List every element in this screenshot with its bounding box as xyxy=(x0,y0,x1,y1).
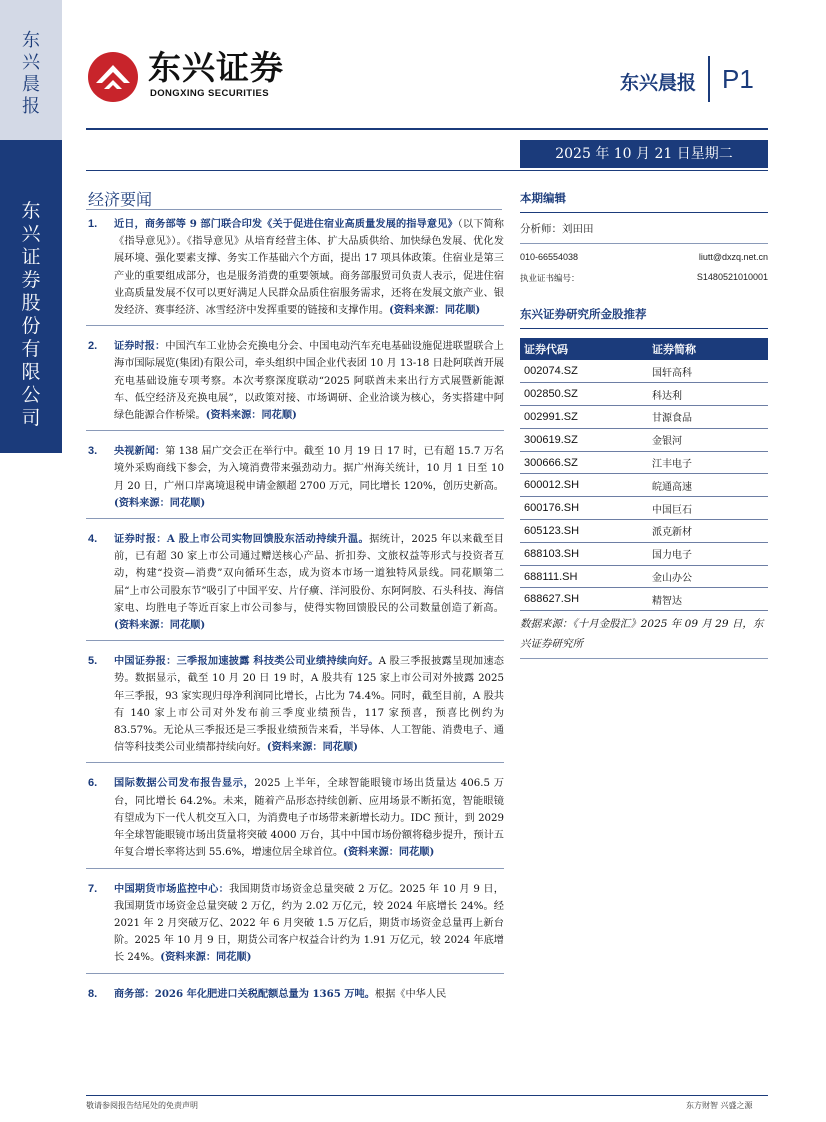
stock-code: 688103.SH xyxy=(520,542,648,565)
news-body: 据统计，2025 年以来截至目前，已有超 30 家上市公司通过赠送核心产品、折扣券、文旅权益等形式与投资者互动，构建“投资—消费”双向循环生态，成为资本市场一道独特风景线。同花顺第二届“上市公司股东节”吸引了中国平安、片仔癀、洋河股份、东阿阿胶、石头科技、海信家电、均胜电子等近百家上市公司参与，使得实物回馈股民的公司数量创造了新高。 xyxy=(114,534,504,614)
analyst-line xyxy=(520,221,768,236)
stock-picks-title: 东兴证券研究所金股推荐 xyxy=(520,307,647,321)
news-headline: 央视新闻： xyxy=(114,445,166,458)
stock-code: 300619.SZ xyxy=(520,428,648,451)
stock-code: 688627.SH xyxy=(520,588,648,611)
news-item xyxy=(86,216,504,326)
stock-name: 国力电子 xyxy=(648,542,768,565)
table-row xyxy=(520,383,768,406)
stock-name: 金山办公 xyxy=(648,565,768,588)
stock-code: 600012.SH xyxy=(520,474,648,497)
news-source: (资料来源：同花顺) xyxy=(389,304,481,317)
stock-picks-rule xyxy=(520,328,768,329)
table-row xyxy=(520,588,768,611)
stock-name: 中国巨石 xyxy=(648,497,768,520)
footer-rule xyxy=(86,1095,768,1096)
news-body: （以下简称《指导意见》）。《指导意见》从培育经营主体、扩大品质供给、加快绿色发展、优化发展环境、强化要素支撑、务实工作基础六个方面，提出 17 项具体政策。住宿业是第三产业的重要组成部分，也是服务消费的重要领域。商务部服贸司负责人表示，促进住宿业高质量发展不仅可以更好满足人民群众品质住宿服务需求，还将在发展文旅产业、银发经济、赛事经济、冰雪经济中发挥重要的链接和支撑作用。 xyxy=(114,219,504,317)
news-item xyxy=(86,338,504,431)
table-row xyxy=(520,497,768,520)
col-header-name: 证券简称 xyxy=(648,338,768,360)
brand-name-cn: 东兴证券 xyxy=(148,48,284,87)
analyst-name: 刘田田 xyxy=(562,223,594,235)
contact-line xyxy=(520,252,768,262)
news-headline: 商务部：2026 年化肥进口关税配额总量为 1365 万吨。 xyxy=(114,987,375,1000)
news-source: (资料来源：同花顺) xyxy=(114,619,206,632)
stock-name: 金银河 xyxy=(648,428,768,451)
news-item xyxy=(86,881,504,974)
news-headline: 国际数据公司发布报告显示， xyxy=(114,777,255,790)
stock-picks-panel xyxy=(520,306,768,659)
stock-code: 688111.SH xyxy=(520,565,648,588)
sidebar xyxy=(0,0,62,1122)
sidebar-top-panel xyxy=(0,0,62,140)
date-rule xyxy=(86,170,768,171)
news-number: 8. xyxy=(88,987,98,1000)
news-number: 2. xyxy=(88,340,98,353)
news-list xyxy=(86,216,504,1021)
table-row xyxy=(520,474,768,497)
stock-picks-table xyxy=(520,338,768,611)
stock-picks-source: 数据来源：《十月金股汇》2025 年 09 月 29 日，东兴证券研究所 xyxy=(520,618,764,651)
news-source: (资料来源：同花顺) xyxy=(205,409,297,422)
news-source: (资料来源：同花顺) xyxy=(160,951,252,964)
header-rule xyxy=(86,128,768,130)
report-date: 2025 年 10 月 21 日星期二 xyxy=(520,140,768,168)
sidebar-blank xyxy=(0,453,62,1122)
section-title: 经济要闻 xyxy=(88,190,153,209)
stock-code: 600176.SH xyxy=(520,497,648,520)
stock-code: 002074.SZ xyxy=(520,360,648,383)
sidebar-report-label: 东兴晨报 xyxy=(22,30,40,117)
editors-rule xyxy=(520,212,768,213)
news-number: 6. xyxy=(88,777,98,790)
news-number: 3. xyxy=(88,445,98,458)
sidebar-org-label: 东兴证券股份有限公司 xyxy=(21,200,41,429)
dongxing-logo-icon xyxy=(86,50,140,104)
stock-name: 科达利 xyxy=(648,383,768,406)
news-headline: 证券时报：A 股上市公司实物回馈股东活动持续升温。 xyxy=(114,533,370,546)
news-number: 1. xyxy=(88,218,98,230)
stock-name: 国轩高科 xyxy=(648,360,768,383)
cert-number: S1480521010001 xyxy=(696,272,768,282)
header-separator xyxy=(708,56,710,102)
stock-name: 精智达 xyxy=(648,588,768,611)
news-body: 我国期货市场资金总量突破 2 万亿。2025 年 10 月 9 日，我国期货市场资金总量突破 2 万亿，约为 2.02 万亿元，较 2024 年底增长 24%。经 2021 年 2 月突破万亿、2022 年 6 月突破 1.5 万亿后，期货市场资金总量再上新台阶。2025 年 10 月 9 日，期货公司客户权益合计约为 1.91 万亿元，较 2024 年底增长 24%。 xyxy=(114,883,504,964)
table-row xyxy=(520,428,768,451)
cert-line xyxy=(520,272,768,284)
brand-name-en: DONGXING SECURITIES xyxy=(150,88,269,99)
analyst-email[interactable]: liutt@dxzq.net.cn xyxy=(698,252,768,262)
stock-name: 派克新材 xyxy=(648,520,768,543)
news-number: 5. xyxy=(88,655,98,668)
sidebar-org-panel xyxy=(0,140,62,453)
editors-panel xyxy=(520,190,768,284)
news-number: 4. xyxy=(88,533,98,546)
stock-code: 002850.SZ xyxy=(520,383,648,406)
stock-code: 605123.SH xyxy=(520,520,648,543)
news-item xyxy=(86,653,504,763)
news-item xyxy=(86,531,504,641)
col-header-code: 证券代码 xyxy=(520,338,648,360)
analyst-label: 分析师： xyxy=(520,223,562,235)
stock-code: 002991.SZ xyxy=(520,406,648,429)
table-row xyxy=(520,565,768,588)
editors-title: 本期编辑 xyxy=(520,191,566,205)
news-item xyxy=(86,443,504,519)
news-body: 2025 上半年，全球智能眼镜市场出货量达 406.5 万台，同比增长 64.2%。未来，随着产品形态持续创新、应用场景不断拓宽，智能眼镜有望成为下一代人机交互入口，为消费电子市场带来新增长动力。IDC 预计，到 2029 年全球智能眼镜市场出货量将突破 4000 万台，其中中国市场份额将稳步提升，预计五年复合增长率将达到 55.6%，增速位居全球首位。 xyxy=(114,778,504,859)
news-number: 7. xyxy=(88,882,98,895)
news-source: (资料来源：同花顺) xyxy=(343,846,435,859)
stock-name: 皖通高速 xyxy=(648,474,768,497)
news-body: 根据《中华人民 xyxy=(374,988,447,1000)
section-rule xyxy=(86,209,502,210)
stock-name: 甘源食品 xyxy=(648,406,768,429)
stock-code: 300666.SZ xyxy=(520,451,648,474)
report-title: 东兴晨报 xyxy=(620,72,697,94)
table-row xyxy=(520,542,768,565)
cert-label: 执业证书编号： xyxy=(520,273,580,283)
footer-disclaimer: 敬请参阅报告结尾处的免责声明 xyxy=(86,1101,198,1110)
analyst-rule xyxy=(520,243,768,244)
news-body: A 股三季报披露呈现加速态势。数据显示，截至 10 月 20 日 19 时，A 股共有 125 家上市公司对外披露 2025 年三季报，93 家实现归母净利润同比增长，占比为 74.4%。同时，截至目前，A 股共有 140 家上市公司对外发布前三季度业绩预告，117 家预喜，预喜比例约为 83.57%。无论从三季报还是三季报业绩预告来看，半导体、人工智能、消费电子、通信等科技类公司业绩都持续向好。 xyxy=(114,656,504,754)
page-number: P1 xyxy=(722,64,754,94)
stock-picks-bottom-rule xyxy=(520,658,768,659)
analyst-phone: 010-66554038 xyxy=(520,252,579,262)
table-row xyxy=(520,406,768,429)
news-source: (资料来源：同花顺) xyxy=(266,741,358,754)
footer-slogan: 东方财智 兴盛之源 xyxy=(686,1101,753,1110)
news-item xyxy=(86,986,504,1009)
news-headline: 证券时报： xyxy=(114,340,166,353)
news-source: (资料来源：同花顺) xyxy=(114,496,206,509)
table-header-row xyxy=(520,338,768,360)
news-item xyxy=(86,775,504,868)
news-headline: 中国期货市场监控中心： xyxy=(114,882,230,895)
news-body: 中国汽车工业协会充换电分会、中国电动汽车充电基础设施促进联盟联合上海市国际展览(集团)有限公司，牵头组织中国企业代表团 10 月 13-18 日赴阿联酋开展充电基础设施专项考察。本次考察深度联动“2025 阿联酋未来出行方式展暨新能源车、低空经济及充换电展”，以政策对接、市场调研、企业洽谈为核心，务实搭建中阿绿色能源合作桥梁。 xyxy=(114,341,504,422)
table-row xyxy=(520,520,768,543)
news-headline: 近日，商务部等 9 部门联合印发《关于促进住宿业高质量发展的指导意见》 xyxy=(114,218,458,230)
news-headline: 中国证券报：三季报加速披露 科技类公司业绩持续向好。 xyxy=(114,655,379,668)
news-body: 第 138 届广交会正在举行中。截至 10 月 19 日 17 时，已有超 15.7 万名境外采购商线下参会，为入境消费带来强劲动力。据广州海关统计，10 月 1 日至 10 月 20 日，广州口岸离境退税申请金额超 2700 万元，同比增长 120%，创历史新高。 xyxy=(114,446,504,492)
table-row xyxy=(520,360,768,383)
stock-name: 江丰电子 xyxy=(648,451,768,474)
table-row xyxy=(520,451,768,474)
